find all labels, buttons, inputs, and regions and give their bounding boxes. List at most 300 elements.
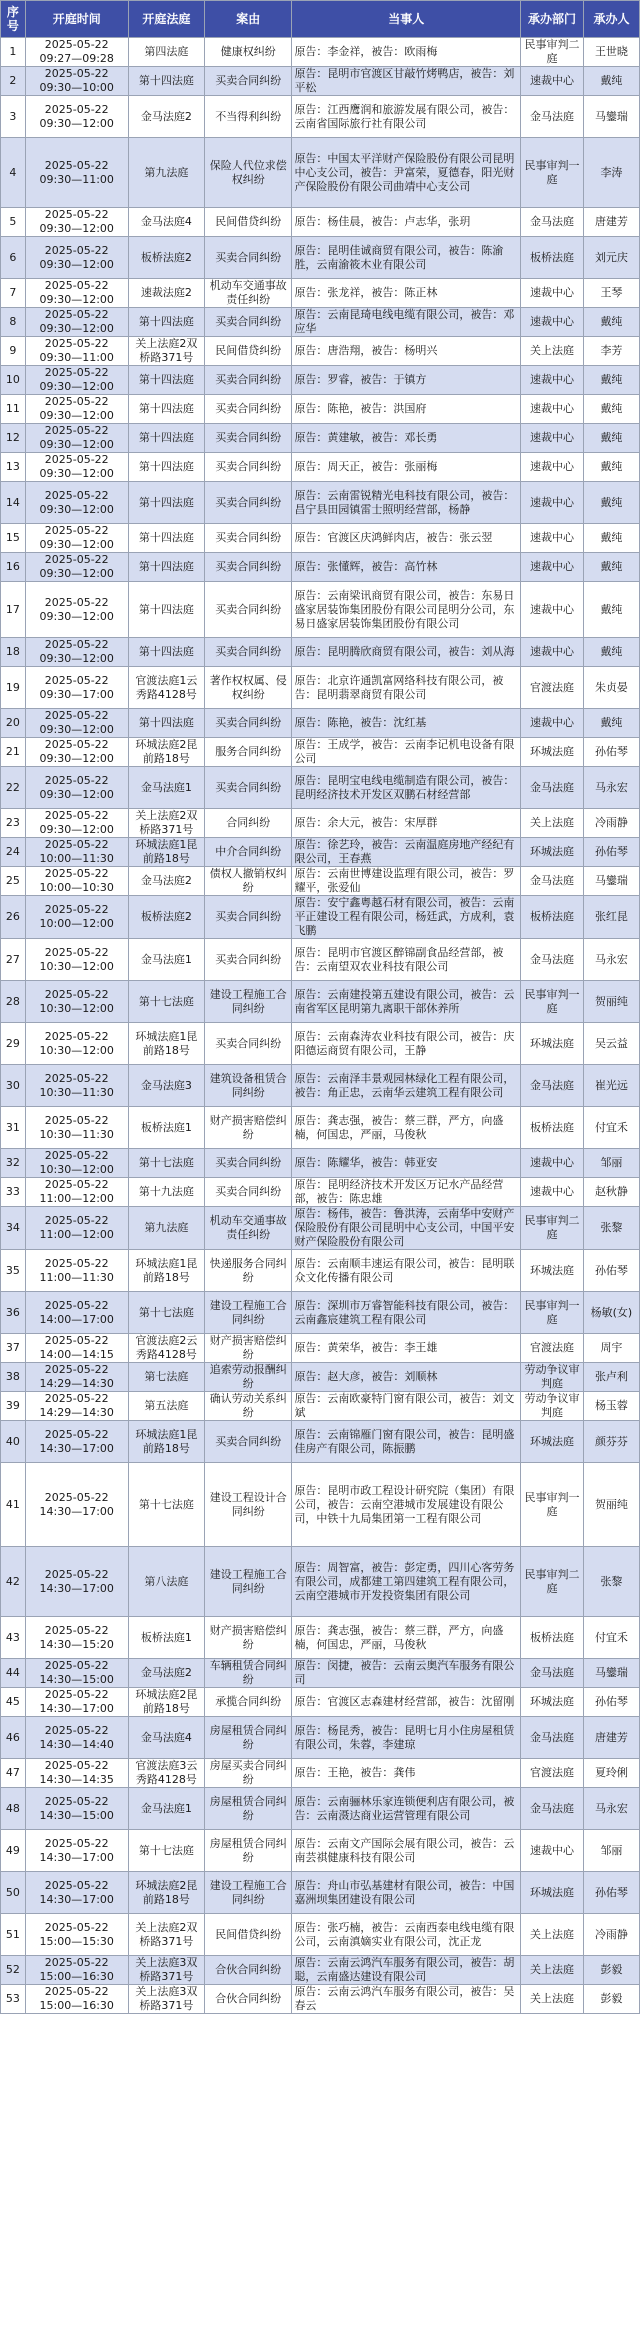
- cell-judge: 杨玉蓉: [583, 1392, 639, 1421]
- cell-time: 2025-05-22 09:30—10:00: [25, 67, 128, 96]
- cell-department: 速裁中心: [521, 395, 584, 424]
- cell-parties: 原告：黄荣华，被告：李王雄: [292, 1334, 521, 1363]
- cell-time: 2025-05-22 14:29—14:30: [25, 1363, 128, 1392]
- cell-time: 2025-05-22 09:30—12:00: [25, 738, 128, 767]
- cell-department: 速裁中心: [521, 424, 584, 453]
- cell-time: 2025-05-22 14:00—14:15: [25, 1334, 128, 1363]
- table-row: [1, 482, 640, 524]
- cell-judge: 彭毅: [583, 1985, 639, 2014]
- table-row: [1, 939, 640, 981]
- cell-judge: 杨敏(女): [583, 1292, 639, 1334]
- cell-department: 速裁中心: [521, 524, 584, 553]
- cell-time: 2025-05-22 10:30—12:00: [25, 1149, 128, 1178]
- cell-time: 2025-05-22 09:30—12:00: [25, 582, 128, 638]
- cell-parties: 原告：云南顺丰速运有限公司，被告：昆明联众文化传播有限公司: [292, 1250, 521, 1292]
- cell-time: 2025-05-22 09:30—12:00: [25, 482, 128, 524]
- cell-time: 2025-05-22 09:30—12:00: [25, 208, 128, 237]
- cell-department: 速裁中心: [521, 582, 584, 638]
- cell-cause: 买卖合同纠纷: [205, 553, 292, 582]
- cell-parties: 原告：杨伟，被告：鲁洪涛，云南华中安财产保险股份有限公司昆明中心支公司，中国平安财产保险股份有限公司: [292, 1207, 521, 1250]
- cell-judge: 戴纯: [583, 395, 639, 424]
- cell-time: 2025-05-22 09:30—12:00: [25, 366, 128, 395]
- cell-time: 2025-05-22 09:30—12:00: [25, 638, 128, 667]
- cell-court: 环城法庭1昆前路18号: [128, 1023, 204, 1065]
- cell-index: 44: [1, 1659, 26, 1688]
- cell-cause: 财产损害赔偿纠纷: [205, 1334, 292, 1363]
- cell-index: 53: [1, 1985, 26, 2014]
- cell-parties: 原告：昆明宝电线电缆制造有限公司，被告：昆明经济技术开发区双鹏石材经营部: [292, 767, 521, 809]
- cell-court: 第十四法庭: [128, 638, 204, 667]
- cell-court: 关上法庭3双桥路371号: [128, 1956, 204, 1985]
- cell-index: 34: [1, 1207, 26, 1250]
- cell-judge: 夏玲俐: [583, 1759, 639, 1788]
- cell-index: 43: [1, 1617, 26, 1659]
- cell-time: 2025-05-22 14:30—17:00: [25, 1463, 128, 1547]
- cell-court: 第十四法庭: [128, 524, 204, 553]
- cell-court: 第十四法庭: [128, 424, 204, 453]
- cell-department: 环城法庭: [521, 1872, 584, 1914]
- cell-time: 2025-05-22 09:30—12:00: [25, 809, 128, 838]
- table-row: [1, 1617, 640, 1659]
- cell-time: 2025-05-22 14:00—17:00: [25, 1292, 128, 1334]
- cell-cause: 保险人代位求偿权纠纷: [205, 138, 292, 208]
- cell-index: 52: [1, 1956, 26, 1985]
- cell-time: 2025-05-22 15:00—16:30: [25, 1956, 128, 1985]
- cell-court: 环城法庭1昆前路18号: [128, 1421, 204, 1463]
- cell-time: 2025-05-22 11:00—11:30: [25, 1250, 128, 1292]
- cell-judge: 颜芬芬: [583, 1421, 639, 1463]
- cell-judge: 张黎: [583, 1207, 639, 1250]
- header-court: 开庭法庭: [128, 1, 204, 38]
- cell-court: 第十四法庭: [128, 453, 204, 482]
- cell-department: 速裁中心: [521, 453, 584, 482]
- cell-parties: 原告：昆明经济技术开发区万记水产品经营部，被告：陈忠雄: [292, 1178, 521, 1207]
- table-row: [1, 809, 640, 838]
- cell-parties: 原告：罗睿，被告：于镇方: [292, 366, 521, 395]
- table-row: [1, 1985, 640, 2014]
- cell-court: 第十七法庭: [128, 1292, 204, 1334]
- cell-court: 第七法庭: [128, 1363, 204, 1392]
- cell-judge: 朱贞晏: [583, 667, 639, 709]
- cell-judge: 戴纯: [583, 524, 639, 553]
- cell-judge: 邹丽: [583, 1830, 639, 1872]
- table-row: [1, 1250, 640, 1292]
- table-row: [1, 96, 640, 138]
- cell-time: 2025-05-22 14:30—17:00: [25, 1872, 128, 1914]
- cell-time: 2025-05-22 09:30—11:00: [25, 138, 128, 208]
- table-row: [1, 1956, 640, 1985]
- cell-court: 板桥法庭1: [128, 1617, 204, 1659]
- table-row: [1, 981, 640, 1023]
- cell-court: 关上法庭2双桥路371号: [128, 1914, 204, 1956]
- cell-cause: 买卖合同纠纷: [205, 767, 292, 809]
- cell-department: 金马法庭: [521, 1788, 584, 1830]
- cell-parties: 原告：张龙祥，被告：陈正林: [292, 279, 521, 308]
- cell-judge: 王世晓: [583, 38, 639, 67]
- cell-cause: 房屋租赁合同纠纷: [205, 1830, 292, 1872]
- cell-department: 关上法庭: [521, 1914, 584, 1956]
- cell-court: 第九法庭: [128, 138, 204, 208]
- cell-parties: 原告：昆明市政工程设计研究院（集团）有限公司，被告：云南空港城市发展建设有限公司，中铁十九局集团第一工程有限公司: [292, 1463, 521, 1547]
- cell-index: 30: [1, 1065, 26, 1107]
- table-row: [1, 582, 640, 638]
- cell-index: 20: [1, 709, 26, 738]
- cell-judge: 李芳: [583, 337, 639, 366]
- cell-judge: 孙佑琴: [583, 1688, 639, 1717]
- cell-judge: 张红昆: [583, 896, 639, 939]
- cell-cause: 债权人撤销权纠纷: [205, 867, 292, 896]
- cell-judge: 戴纯: [583, 638, 639, 667]
- cell-index: 33: [1, 1178, 26, 1207]
- table-row: [1, 1334, 640, 1363]
- table-row: [1, 1914, 640, 1956]
- cell-parties: 原告：徐艺玲，被告：云南温庭房地产经纪有限公司，王春燕: [292, 838, 521, 867]
- cell-cause: 不当得利纠纷: [205, 96, 292, 138]
- cell-parties: 原告：官渡区志森建材经营部，被告：沈留刚: [292, 1688, 521, 1717]
- cell-cause: 中介合同纠纷: [205, 838, 292, 867]
- cell-cause: 财产损害赔偿纠纷: [205, 1107, 292, 1149]
- cell-cause: 买卖合同纠纷: [205, 395, 292, 424]
- cell-cause: 买卖合同纠纷: [205, 1023, 292, 1065]
- table-row: [1, 838, 640, 867]
- cell-court: 速裁法庭2: [128, 279, 204, 308]
- cell-index: 32: [1, 1149, 26, 1178]
- cell-judge: 张卢利: [583, 1363, 639, 1392]
- cell-court: 第十四法庭: [128, 308, 204, 337]
- cell-cause: 买卖合同纠纷: [205, 1421, 292, 1463]
- cell-cause: 健康权纠纷: [205, 38, 292, 67]
- cell-judge: 戴纯: [583, 308, 639, 337]
- cell-department: 关上法庭: [521, 1985, 584, 2014]
- cell-index: 39: [1, 1392, 26, 1421]
- cell-time: 2025-05-22 14:30—17:00: [25, 1830, 128, 1872]
- cell-index: 26: [1, 896, 26, 939]
- cell-judge: 崔光远: [583, 1065, 639, 1107]
- table-row: [1, 767, 640, 809]
- cell-department: 民事审判一庭: [521, 1292, 584, 1334]
- cell-judge: 戴纯: [583, 709, 639, 738]
- cell-department: 关上法庭: [521, 809, 584, 838]
- cell-court: 第十四法庭: [128, 482, 204, 524]
- table-row: [1, 1023, 640, 1065]
- cell-time: 2025-05-22 14:29—14:30: [25, 1392, 128, 1421]
- cell-cause: 建设工程施工合同纠纷: [205, 1547, 292, 1617]
- cell-parties: 原告：李金祥，被告：欧雨梅: [292, 38, 521, 67]
- cell-department: 环城法庭: [521, 1023, 584, 1065]
- cell-time: 2025-05-22 09:30—12:00: [25, 424, 128, 453]
- cell-time: 2025-05-22 14:30—15:00: [25, 1788, 128, 1830]
- cell-court: 第十七法庭: [128, 1149, 204, 1178]
- cell-court: 第十七法庭: [128, 981, 204, 1023]
- cell-cause: 合伙合同纠纷: [205, 1985, 292, 2014]
- cell-cause: 买卖合同纠纷: [205, 366, 292, 395]
- cell-time: 2025-05-22 14:30—17:00: [25, 1688, 128, 1717]
- cell-judge: 马永宏: [583, 1788, 639, 1830]
- cell-parties: 原告：云南雷锐精光电科技有限公司，被告：昌宁县田园镇雷士照明经营部，杨静: [292, 482, 521, 524]
- cell-court: 关上法庭2双桥路371号: [128, 809, 204, 838]
- cell-time: 2025-05-22 09:30—12:00: [25, 96, 128, 138]
- cell-department: 速裁中心: [521, 482, 584, 524]
- cell-index: 13: [1, 453, 26, 482]
- cell-court: 金马法庭1: [128, 767, 204, 809]
- cell-parties: 原告：闵捷，被告：云南云奥汽车服务有限公司: [292, 1659, 521, 1688]
- table-row: [1, 1392, 640, 1421]
- cell-parties: 原告：陈耀华，被告：韩亚安: [292, 1149, 521, 1178]
- cell-parties: 原告：唐浩翔，被告：杨明兴: [292, 337, 521, 366]
- cell-department: 关上法庭: [521, 337, 584, 366]
- cell-time: 2025-05-22 10:30—12:00: [25, 939, 128, 981]
- cell-time: 2025-05-22 14:30—17:00: [25, 1421, 128, 1463]
- header-department: 承办部门: [521, 1, 584, 38]
- cell-time: 2025-05-22 11:00—12:00: [25, 1207, 128, 1250]
- cell-judge: 戴纯: [583, 553, 639, 582]
- cell-court: 第十四法庭: [128, 582, 204, 638]
- cell-index: 31: [1, 1107, 26, 1149]
- cell-time: 2025-05-22 14:30—15:00: [25, 1659, 128, 1688]
- table-row: [1, 279, 640, 308]
- cell-cause: 追索劳动报酬纠纷: [205, 1363, 292, 1392]
- cell-court: 环城法庭1昆前路18号: [128, 838, 204, 867]
- cell-department: 官渡法庭: [521, 667, 584, 709]
- cell-index: 25: [1, 867, 26, 896]
- cell-department: 民事审判二庭: [521, 1547, 584, 1617]
- cell-index: 48: [1, 1788, 26, 1830]
- cell-index: 35: [1, 1250, 26, 1292]
- header-index: 序号: [1, 1, 26, 38]
- table-row: [1, 1830, 640, 1872]
- cell-cause: 买卖合同纠纷: [205, 582, 292, 638]
- cell-parties: 原告：张懂辉，被告：高竹林: [292, 553, 521, 582]
- cell-index: 46: [1, 1717, 26, 1759]
- cell-parties: 原告：云南骊林乐家连锁便利店有限公司，被告：云南滠达商业运营管理有限公司: [292, 1788, 521, 1830]
- cell-cause: 合同纠纷: [205, 809, 292, 838]
- table-row: [1, 553, 640, 582]
- cell-time: 2025-05-22 10:30—12:00: [25, 1023, 128, 1065]
- cell-parties: 原告：云南森涛农业科技有限公司，被告：庆阳德运商贸有限公司，王静: [292, 1023, 521, 1065]
- cell-index: 36: [1, 1292, 26, 1334]
- table-row: [1, 896, 640, 939]
- cell-cause: 买卖合同纠纷: [205, 67, 292, 96]
- cell-parties: 原告：张巧楠，被告：云南西泰电线电缆有限公司，云南滇嫡实业有限公司，沈正龙: [292, 1914, 521, 1956]
- cell-department: 速裁中心: [521, 1830, 584, 1872]
- cell-department: 民事审判二庭: [521, 38, 584, 67]
- cell-department: 金马法庭: [521, 96, 584, 138]
- cell-department: 环城法庭: [521, 1250, 584, 1292]
- cell-department: 劳动争议审判庭: [521, 1363, 584, 1392]
- table-row: [1, 308, 640, 337]
- cell-department: 速裁中心: [521, 1178, 584, 1207]
- cell-department: 板桥法庭: [521, 237, 584, 279]
- cell-department: 环城法庭: [521, 1421, 584, 1463]
- cell-judge: 贺丽纯: [583, 981, 639, 1023]
- table-row: [1, 208, 640, 237]
- cell-time: 2025-05-22 09:30—12:00: [25, 767, 128, 809]
- cell-time: 2025-05-22 09:30—12:00: [25, 553, 128, 582]
- table-row: [1, 1292, 640, 1334]
- cell-parties: 原告：黄建敏，被告：邓长勇: [292, 424, 521, 453]
- cell-index: 28: [1, 981, 26, 1023]
- table-row: [1, 1659, 640, 1688]
- cell-department: 金马法庭: [521, 1717, 584, 1759]
- cell-index: 7: [1, 279, 26, 308]
- cell-index: 9: [1, 337, 26, 366]
- cell-index: 51: [1, 1914, 26, 1956]
- cell-time: 2025-05-22 09:30—12:00: [25, 308, 128, 337]
- cell-judge: 孙佑琴: [583, 1250, 639, 1292]
- cell-parties: 原告：北京许通凯富网络科技有限公司，被告：昆明翡翠商贸有限公司: [292, 667, 521, 709]
- cell-judge: 吴云益: [583, 1023, 639, 1065]
- cell-judge: 孙佑琴: [583, 1872, 639, 1914]
- cell-court: 第九法庭: [128, 1207, 204, 1250]
- cell-time: 2025-05-22 10:30—11:30: [25, 1107, 128, 1149]
- cell-index: 50: [1, 1872, 26, 1914]
- table-row: [1, 138, 640, 208]
- table-row: [1, 1421, 640, 1463]
- cell-cause: 买卖合同纠纷: [205, 308, 292, 337]
- cell-department: 民事审判一庭: [521, 981, 584, 1023]
- cell-court: 环城法庭2昆前路18号: [128, 1688, 204, 1717]
- cell-time: 2025-05-22 09:30—17:00: [25, 667, 128, 709]
- cell-department: 板桥法庭: [521, 1107, 584, 1149]
- cell-parties: 原告：赵大彦，被告：刘顺林: [292, 1363, 521, 1392]
- cell-parties: 原告：江西鹰润和旅游发展有限公司，被告：云南省国际旅行社有限公司: [292, 96, 521, 138]
- cell-judge: 彭毅: [583, 1956, 639, 1985]
- cell-court: 第十四法庭: [128, 366, 204, 395]
- cell-department: 关上法庭: [521, 1956, 584, 1985]
- cell-index: 5: [1, 208, 26, 237]
- cell-department: 官渡法庭: [521, 1759, 584, 1788]
- cell-judge: 戴纯: [583, 453, 639, 482]
- table-row: [1, 709, 640, 738]
- cell-parties: 原告：云南欧豪特门窗有限公司，被告：刘文斌: [292, 1392, 521, 1421]
- cell-cause: 建设工程施工合同纠纷: [205, 1872, 292, 1914]
- cell-department: 金马法庭: [521, 867, 584, 896]
- cell-court: 金马法庭1: [128, 1788, 204, 1830]
- cell-court: 关上法庭3双桥路371号: [128, 1985, 204, 2014]
- cell-time: 2025-05-22 14:30—17:00: [25, 1547, 128, 1617]
- cell-judge: 孙佑琴: [583, 838, 639, 867]
- cell-time: 2025-05-22 10:00—11:30: [25, 838, 128, 867]
- table-row: [1, 1872, 640, 1914]
- cell-parties: 原告：云南泽丰景观园林绿化工程有限公司，被告：角正忠，云南华云建筑工程有限公司: [292, 1065, 521, 1107]
- cell-department: 速裁中心: [521, 308, 584, 337]
- cell-parties: 原告：王成学，被告：云南李记机电设备有限公司: [292, 738, 521, 767]
- table-row: [1, 1463, 640, 1547]
- cell-index: 2: [1, 67, 26, 96]
- table-row: [1, 1149, 640, 1178]
- cell-cause: 买卖合同纠纷: [205, 1178, 292, 1207]
- cell-parties: 原告：陈艳，被告：沈红基: [292, 709, 521, 738]
- cell-judge: 冷雨静: [583, 809, 639, 838]
- cell-index: 45: [1, 1688, 26, 1717]
- cell-index: 17: [1, 582, 26, 638]
- cell-index: 15: [1, 524, 26, 553]
- cell-index: 4: [1, 138, 26, 208]
- cell-parties: 原告：云南梁讯商贸有限公司，被告：东易日盛家居装饰集团股份有限公司昆明分公司，东易日盛家居装饰集团股份有限公司: [292, 582, 521, 638]
- cell-index: 41: [1, 1463, 26, 1547]
- cell-cause: 买卖合同纠纷: [205, 939, 292, 981]
- cell-judge: 李涛: [583, 138, 639, 208]
- cell-department: 民事审判二庭: [521, 1207, 584, 1250]
- cell-judge: 马鑾瑞: [583, 867, 639, 896]
- cell-cause: 著作权权属、侵权纠纷: [205, 667, 292, 709]
- cell-judge: 邹丽: [583, 1149, 639, 1178]
- cell-department: 金马法庭: [521, 1065, 584, 1107]
- cell-department: 速裁中心: [521, 553, 584, 582]
- table-body: [1, 38, 640, 2014]
- cell-department: 板桥法庭: [521, 896, 584, 939]
- cell-parties: 原告：龚志强，被告：蔡三群，严方，向盛楠，何国忠，严丽，马俊秋: [292, 1617, 521, 1659]
- cell-parties: 原告：杨昆秀，被告：昆明七月小住房屋租赁有限公司，朱蓉，李建琼: [292, 1717, 521, 1759]
- cell-parties: 原告：陈艳，被告：洪国府: [292, 395, 521, 424]
- table-row: [1, 237, 640, 279]
- cell-parties: 原告：官渡区庆鸿鲜肉店，被告：张云翌: [292, 524, 521, 553]
- cell-judge: 马鑾瑞: [583, 1659, 639, 1688]
- cell-judge: 刘元庆: [583, 237, 639, 279]
- cell-judge: 付宜禾: [583, 1107, 639, 1149]
- cell-cause: 建设工程设计合同纠纷: [205, 1463, 292, 1547]
- cell-department: 速裁中心: [521, 279, 584, 308]
- cell-judge: 冷雨静: [583, 1914, 639, 1956]
- cell-department: 金马法庭: [521, 767, 584, 809]
- cell-index: 22: [1, 767, 26, 809]
- cell-judge: 唐建芳: [583, 1717, 639, 1759]
- cell-index: 3: [1, 96, 26, 138]
- table-row: [1, 1788, 640, 1830]
- cell-cause: 买卖合同纠纷: [205, 453, 292, 482]
- cell-index: 11: [1, 395, 26, 424]
- cell-department: 民事审判一庭: [521, 138, 584, 208]
- cell-cause: 民间借贷纠纷: [205, 208, 292, 237]
- cell-time: 2025-05-22 14:30—15:20: [25, 1617, 128, 1659]
- cell-court: 第十四法庭: [128, 709, 204, 738]
- cell-time: 2025-05-22 09:30—12:00: [25, 279, 128, 308]
- cell-department: 速裁中心: [521, 366, 584, 395]
- cell-index: 14: [1, 482, 26, 524]
- cell-time: 2025-05-22 09:30—12:00: [25, 237, 128, 279]
- cell-parties: 原告：云南世博建设监理有限公司，被告：罗耀平，张爱仙: [292, 867, 521, 896]
- cell-parties: 原告：杨佳晨，被告：卢志华，张玥: [292, 208, 521, 237]
- cell-cause: 机动车交通事故责任纠纷: [205, 279, 292, 308]
- cell-court: 官渡法庭2云秀路4128号: [128, 1334, 204, 1363]
- cell-cause: 机动车交通事故责任纠纷: [205, 1207, 292, 1250]
- cell-department: 环城法庭: [521, 838, 584, 867]
- cell-parties: 原告：余大元，被告：宋厚群: [292, 809, 521, 838]
- cell-time: 2025-05-22 10:30—11:30: [25, 1065, 128, 1107]
- table-row: [1, 524, 640, 553]
- table-row: [1, 1688, 640, 1717]
- cell-parties: 原告：龚志强，被告：蔡三群，严方，向盛楠，何国忠，严丽，马俊秋: [292, 1107, 521, 1149]
- cell-judge: 赵秋静: [583, 1178, 639, 1207]
- cell-cause: 建设工程施工合同纠纷: [205, 981, 292, 1023]
- cell-parties: 原告：云南云鸿汽车服务有限公司，被告：胡聪，云南盛达建设有限公司: [292, 1956, 521, 1985]
- cell-court: 金马法庭3: [128, 1065, 204, 1107]
- cell-time: 2025-05-22 11:00—12:00: [25, 1178, 128, 1207]
- cell-time: 2025-05-22 09:30—12:00: [25, 524, 128, 553]
- table-row: [1, 453, 640, 482]
- cell-time: 2025-05-22 09:30—12:00: [25, 395, 128, 424]
- table-row: [1, 1547, 640, 1617]
- cell-time: 2025-05-22 15:00—16:30: [25, 1985, 128, 2014]
- cell-court: 金马法庭2: [128, 96, 204, 138]
- cell-court: 板桥法庭2: [128, 896, 204, 939]
- cell-index: 47: [1, 1759, 26, 1788]
- cell-time: 2025-05-22 10:30—12:00: [25, 981, 128, 1023]
- cell-parties: 原告：云南云鸿汽车服务有限公司，被告：吴春云: [292, 1985, 521, 2014]
- cell-parties: 原告：昆明市官渡区甘敲竹烤鸭店，被告：刘平松: [292, 67, 521, 96]
- cell-department: 民事审判一庭: [521, 1463, 584, 1547]
- cell-cause: 买卖合同纠纷: [205, 896, 292, 939]
